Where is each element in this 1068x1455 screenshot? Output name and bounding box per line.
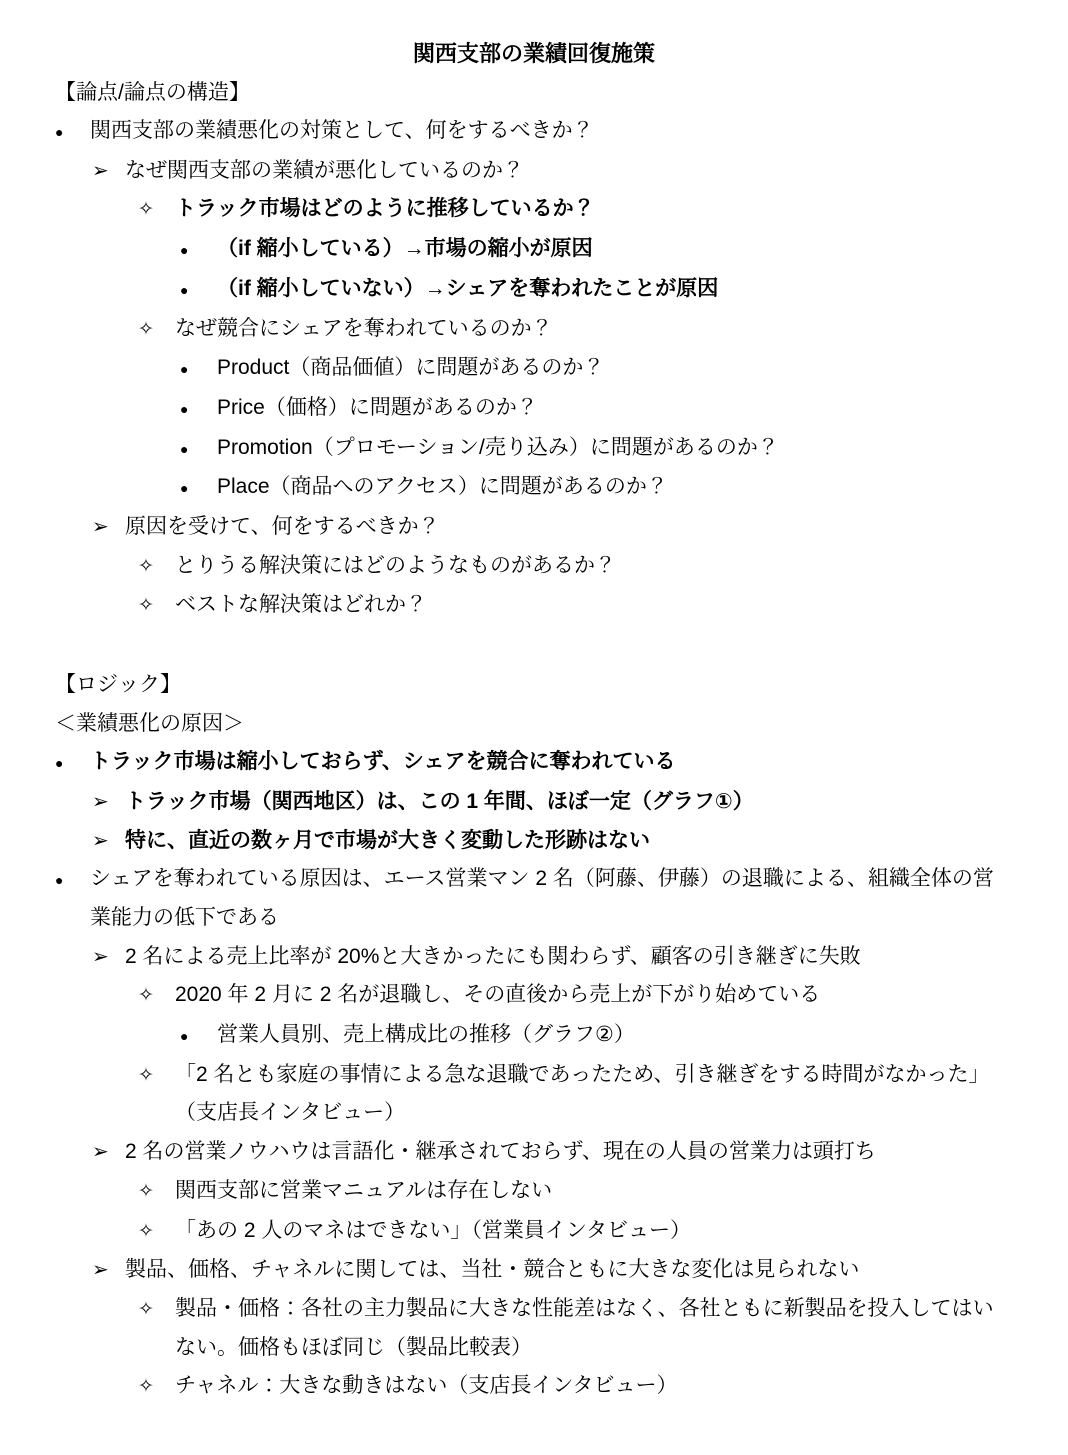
outline-item	[0, 1016, 1012, 1056]
outline-item-text: トラック市場は縮小しておらず、シェアを競合に奪われている	[90, 750, 676, 774]
arrowhead-bullet-icon: ➢	[92, 829, 109, 852]
circle-bullet-icon: ●	[180, 361, 189, 378]
outline-item-text: チャネル：大きな動きはない（支店長インタビュー）	[175, 1374, 678, 1398]
document-content	[0, 73, 1012, 1407]
four-pointed-star-bullet-icon: ✧	[138, 1298, 154, 1320]
outline-item	[0, 190, 1012, 230]
outline-item-text: 営業人員別、売上構成比の推移（グラフ②）	[217, 1023, 635, 1047]
outline-item-text: 製品、価格、チャネルに関しては、当社・競合ともに大きな変化は見られない	[125, 1258, 860, 1282]
circle-bullet-icon: ●	[55, 755, 64, 772]
circle-bullet-icon: ●	[55, 872, 64, 889]
page-title: 関西支部の業績回復施策	[412, 41, 655, 66]
outline-item	[0, 586, 1012, 626]
four-pointed-star-bullet-icon: ✧	[138, 1376, 154, 1398]
outline-item-text: トラック市場（関西地区）は、この 1 年間、ほぼ一定（グラフ①）	[125, 789, 754, 813]
four-pointed-star-bullet-icon: ✧	[138, 555, 154, 577]
circle-bullet-icon: ●	[180, 242, 189, 259]
outline-item	[0, 468, 1012, 508]
outline-item-text: 2020 年 2 月に 2 名が退職し、その直後から売上が下がり始めている	[175, 983, 821, 1007]
section	[0, 73, 1012, 626]
outline-item-text: なぜ関西支部の業績が悪化しているのか？	[125, 158, 524, 182]
outline-item-text: 製品・価格：各社の主力製品に大きな性能差はなく、各社ともに新製品を投入してはいない。価格もほぼ同じ（製品比較表）	[175, 1296, 994, 1359]
outline-item-text: （if 縮小していない）→シェアを奪われたことが原因	[217, 276, 719, 300]
section-heading: 【ロジック】	[55, 673, 181, 697]
section-heading: 【論点/論点の構造】	[55, 81, 250, 104]
outline-item	[0, 310, 1012, 350]
arrowhead-bullet-icon: ➢	[92, 1141, 109, 1164]
outline-item-text: Promotion（プロモーション/売り込み）に問題があるのか？	[217, 435, 779, 459]
outline-item	[0, 783, 1012, 822]
arrowhead-bullet-icon: ➢	[92, 790, 109, 813]
circle-bullet-icon: ●	[55, 124, 64, 140]
outline-item-text: 「2 名とも家庭の事情による急な退職であったため、引き継ぎをする時間がなかった」（支店長インタビュー）	[175, 1062, 990, 1125]
arrowhead-bullet-icon: ➢	[92, 945, 109, 968]
four-pointed-star-bullet-icon: ✧	[138, 199, 154, 221]
outline-item	[0, 1056, 1012, 1133]
four-pointed-star-bullet-icon: ✧	[138, 1220, 154, 1242]
outline-item-text: 関西支部の業績悪化の対策として、何をするべきか？	[90, 119, 594, 142]
outline-item	[0, 1251, 1012, 1290]
outline-item	[0, 1172, 1012, 1212]
outline-item-text: Product（商品価値）に問題があるのか？	[217, 356, 605, 380]
circle-bullet-icon: ●	[180, 1028, 189, 1045]
circle-bullet-icon: ●	[180, 281, 189, 298]
section-subheading: ＜業績悪化の原因＞	[55, 712, 244, 736]
outline-item-text: トラック市場はどのように推移しているか？	[175, 197, 595, 221]
outline-item-text: シェアを奪われている原因は、エース営業マン 2 名（阿藤、伊藤）の退職による、組織全体の営業能力の低下である	[90, 867, 994, 929]
outline-item	[0, 152, 1012, 191]
outline-item	[0, 1133, 1012, 1172]
circle-bullet-icon: ●	[180, 400, 189, 417]
outline-item-text: 特に、直近の数ヶ月で市場が大きく変動した形跡はない	[125, 828, 650, 852]
outline-item-text: ベストな解決策はどれか？	[175, 593, 427, 617]
outline-item	[0, 389, 1012, 429]
outline-item	[0, 349, 1012, 389]
outline-item	[0, 230, 1012, 270]
outline-item	[0, 1212, 1012, 1252]
outline-item-text: とりうる解決策にはどのようなものがあるか？	[175, 553, 616, 577]
outline-item-text: 2 名の営業ノウハウは言語化・継承されておらず、現在の人員の営業力は頭打ち	[125, 1140, 876, 1164]
arrowhead-bullet-icon: ➢	[92, 159, 109, 182]
outline-item	[0, 1290, 1012, 1367]
outline-item	[0, 270, 1012, 310]
four-pointed-star-bullet-icon: ✧	[138, 985, 154, 1007]
four-pointed-star-bullet-icon: ✧	[138, 318, 154, 340]
outline-item	[0, 860, 1012, 937]
outline-item	[0, 743, 1012, 783]
outline-item-text: （if 縮小している）→市場の縮小が原因	[217, 237, 593, 261]
outline-item-text: 「あの 2 人のマネはできない」（営業員インタビュー）	[175, 1218, 692, 1242]
outline-item	[0, 508, 1012, 547]
circle-bullet-icon: ●	[180, 480, 189, 497]
outline-item-text: Place（商品へのアクセス）に問題があるのか？	[217, 475, 668, 499]
outline-item-text: 2 名による売上比率が 20%と大きかったにも関わらず、顧客の引き継ぎに失敗	[125, 944, 861, 968]
outline-item	[0, 1367, 1012, 1407]
arrowhead-bullet-icon: ➢	[92, 1259, 109, 1282]
outline-item	[0, 976, 1012, 1016]
outline-item	[0, 938, 1012, 977]
arrowhead-bullet-icon: ➢	[92, 516, 109, 539]
outline-item	[0, 112, 1012, 152]
outline-item	[0, 547, 1012, 587]
four-pointed-star-bullet-icon: ✧	[138, 1180, 154, 1202]
section	[0, 665, 1012, 1407]
outline-item-text: なぜ競合にシェアを奪われているのか？	[175, 316, 553, 340]
four-pointed-star-bullet-icon: ✧	[138, 1064, 154, 1086]
outline-item-text: 原因を受けて、何をするべきか？	[125, 515, 440, 539]
outline-item-text: Price（価格）に問題があるのか？	[217, 395, 538, 419]
outline-item	[0, 822, 1012, 861]
outline-item-text: 関西支部に営業マニュアルは存在しない	[175, 1178, 553, 1202]
outline-item	[0, 429, 1012, 469]
circle-bullet-icon: ●	[180, 440, 189, 457]
four-pointed-star-bullet-icon: ✧	[138, 595, 154, 617]
